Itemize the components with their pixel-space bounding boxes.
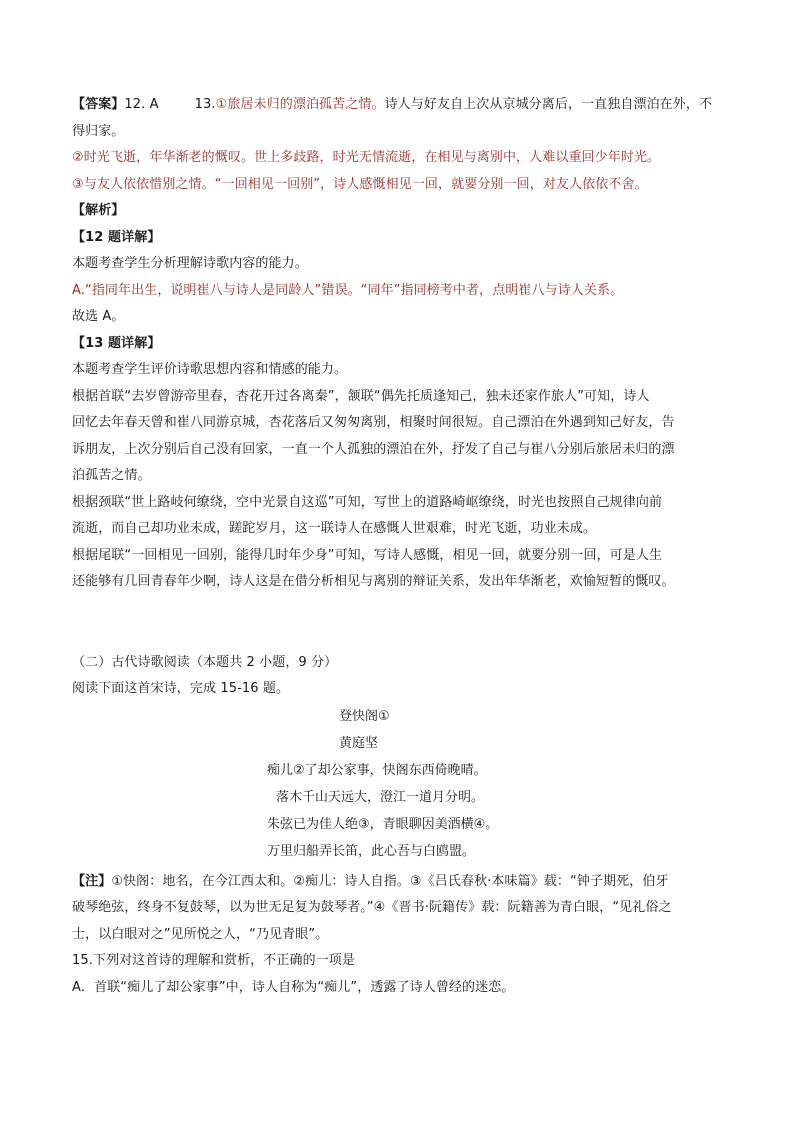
answer-line-1	[72, 92, 722, 119]
answer-label: 【答案】	[72, 97, 125, 112]
q12-detail: A.“指同年出生，说明崔八与诗人是同龄人”错误。“同年”指同榜考中者，点明崔八与诗人关系。	[72, 282, 624, 298]
poem-block	[72, 703, 722, 869]
poem-title: 登快阁①	[339, 708, 390, 724]
q13-paragraph-2-line: 流逝，而自己却功业未成，蹉跎岁月，这一联诗人在感慨人世艰难，时光飞逝，功业未成。	[72, 521, 597, 536]
notes-line-2: 破琴绝弦，终身不复鼓琴，以为世无足复为鼓琴者。”④《晋书·阮籍传》载：阮籍善为青白眼，“见礼俗之	[72, 900, 672, 915]
q13-paragraph-1-line: 根据首联“去岁曾游帝里春，杏花开过各离秦”，颔联“偶先托质逢知己，独未还家作旅人”可知，诗人	[72, 388, 650, 404]
q13-paragraph-3-line: 还能够有几回青春年少啊，诗人这是在借分析相见与离别的辩证关系，发出年华渐老，欢愉短暂的慨叹。	[72, 574, 675, 589]
analysis-label: 【解析】	[72, 203, 125, 218]
answer-q13-num: 13.	[194, 97, 216, 112]
notes-text: ①快阁：地名，在今江西太和。②痴儿：诗人自指。③《吕氏春秋·本味篇》载：“钟子期死，伯牙	[111, 873, 669, 889]
question-15-option-a: A．首联“痴儿了却公家事”中，诗人自称为“痴儿”，透露了诗人曾经的迷恋。	[72, 979, 515, 995]
q12-intro: 本题考查学生分析理解诗歌内容的能力。	[72, 256, 308, 271]
poem-line: 万里归船弄长笛，此心吾与白鸥盟。	[267, 843, 476, 859]
q13-intro: 本题考查学生评价诗歌思想内容和情感的能力。	[72, 362, 348, 377]
q13-paragraph-1-line: 诉朋友，上次分别后自己没有回家，一直一个人孤独的漂泊在外，抒发了自己与崔八分别后旅居未归的漂	[72, 441, 675, 457]
answer-point-3: ③与友人依依惜别之情。“一回相见一回别”，诗人感慨相见一回，就要分别一回，对友人依依不舍。	[72, 176, 648, 192]
answer-q13-point1-red: ①旅居未归的漂泊孤苦之情。	[215, 97, 385, 112]
q13-paragraph-1-line: 泊孤苦之情。	[72, 468, 151, 483]
question-15: 15.下列对这首诗的理解和赏析，不正确的一项是	[72, 953, 355, 968]
notes-line-3: 士，以白眼对之”见所悦之人，“乃见青眼”。	[72, 926, 329, 942]
q12-conclusion: 故选 A。	[72, 309, 125, 324]
section-2-instruction: 阅读下面这首宋诗，完成 15-16 题。	[72, 681, 290, 696]
section-2-heading: （二）古代诗歌阅读（本题共 2 小题，9 分）	[72, 654, 338, 670]
poem-author: 黄庭坚	[339, 735, 379, 751]
answer-point-2: ②时光飞逝，年华渐老的慨叹。世上多歧路，时光无情流逝，在相见与离别中，人难以重回少年时光。	[72, 150, 661, 165]
answer-q13-point1-rest: 诗人与好友自上次从京城分离后，一直独自漂泊在外，不	[384, 97, 713, 112]
poem-line: 落木千山天远大，澄江一道月分明。	[276, 789, 485, 805]
q13-paragraph-3-line: 根据尾联“一回相见一回别，能得几时年少身”可知，写诗人感慨，相见一回，就要分别一回，可是人生	[72, 547, 663, 563]
q12-detail-label: 【12 题详解】	[72, 229, 161, 245]
answer-q12: 12. A	[124, 97, 159, 112]
document-page	[72, 92, 722, 1001]
q13-paragraph-2-line: 根据颈联“世上路岐何缭绕，空中光景自这巡”可知，写世上的道路崎岖缭绕，时光也按照自己规律向前	[72, 494, 663, 510]
answer-line-2: 得归家。	[72, 123, 125, 139]
q13-paragraph-1-line: 回忆去年春天曾和崔八同游京城，杏花落后又匆匆离别，相聚时间很短。自己漂泊在外遇到知己好友，告	[72, 415, 675, 430]
poem-line: 痴儿②了却公家事，快阁东西倚晚晴。	[267, 762, 487, 778]
notes-label: 【注】	[72, 873, 112, 889]
poem-line: 朱弦已为佳人绝③，青眼聊因美酒横④。	[267, 816, 499, 832]
notes-line-1	[72, 869, 722, 896]
q13-detail-label: 【13 题详解】	[72, 335, 161, 351]
